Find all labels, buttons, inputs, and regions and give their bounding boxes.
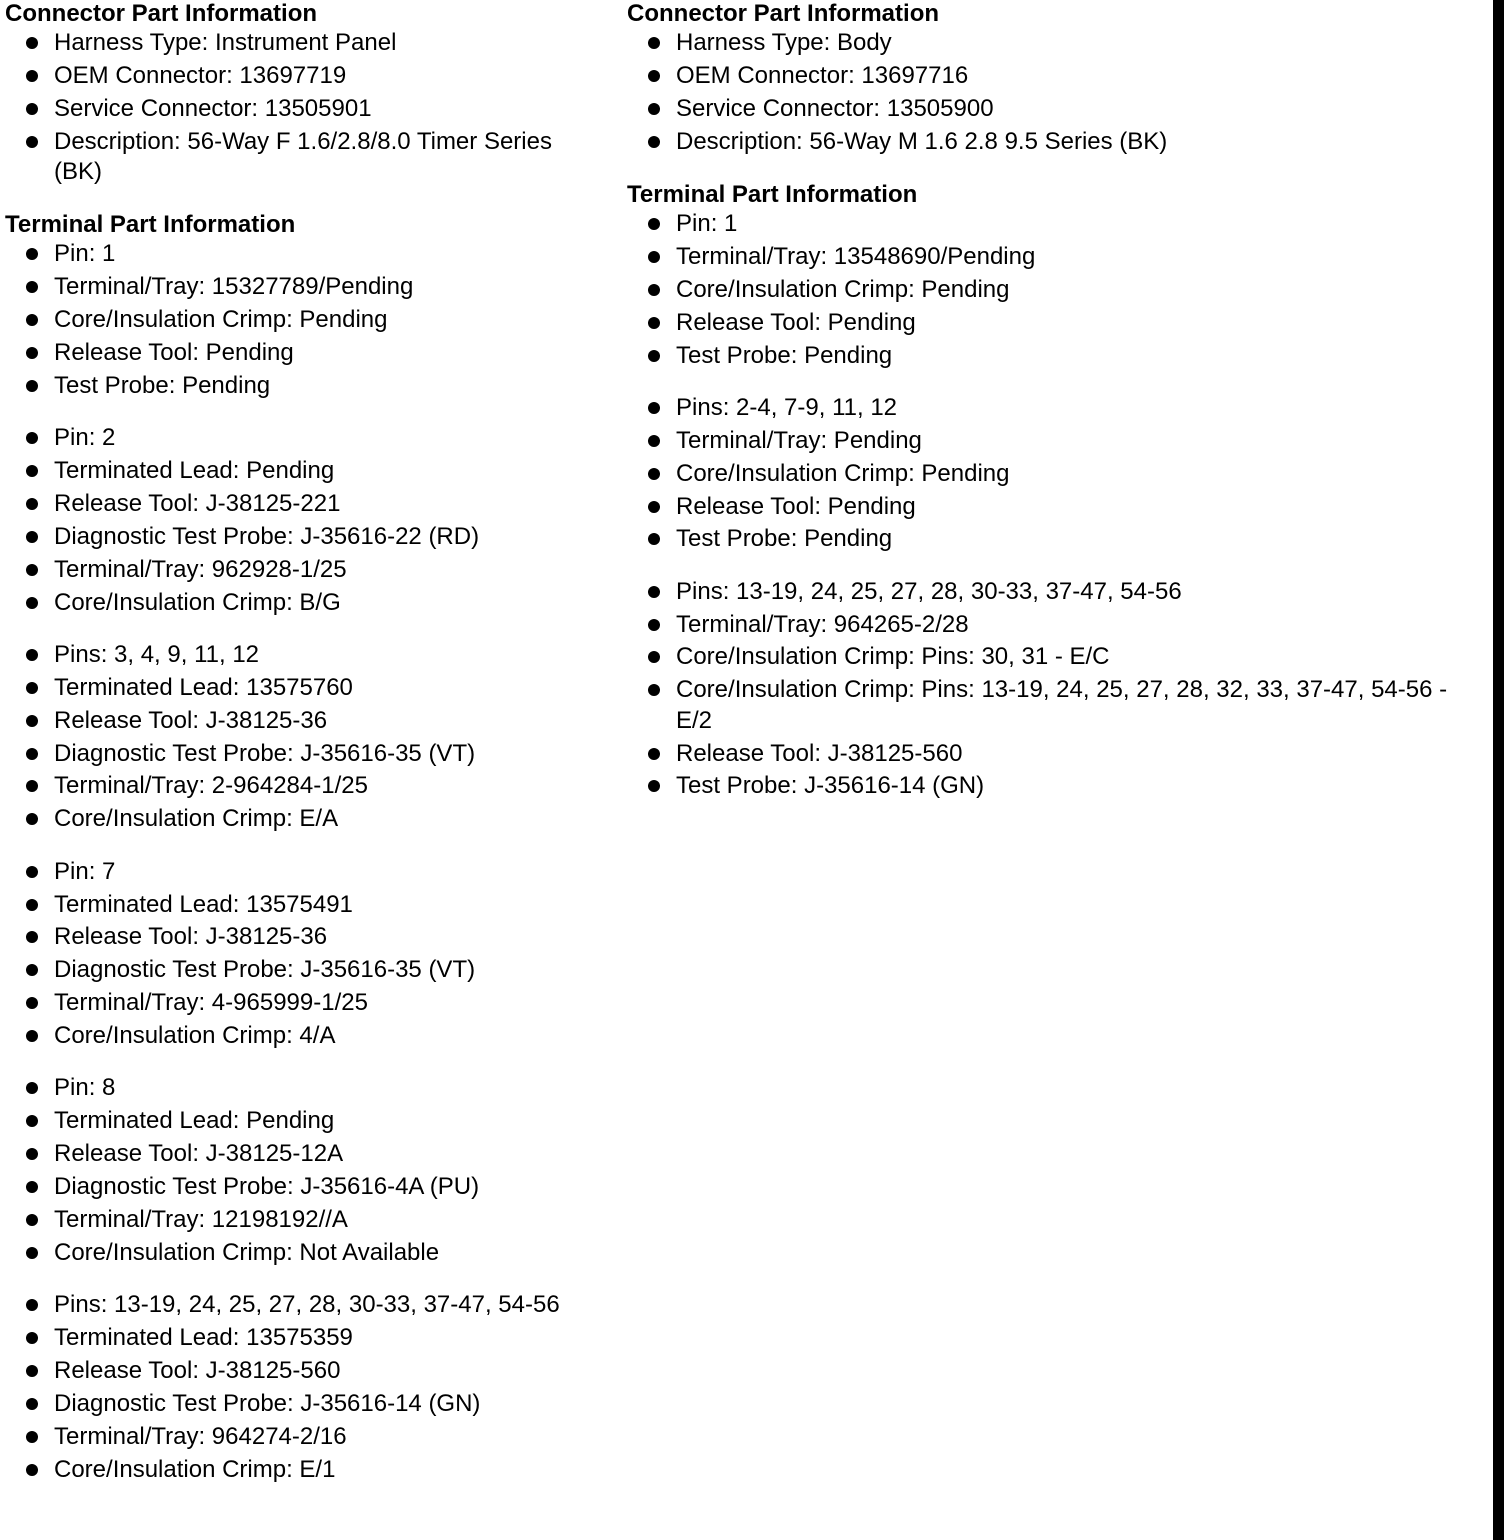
bullet-icon <box>26 136 38 148</box>
list-item <box>5 804 605 834</box>
terminal-group <box>5 1073 605 1268</box>
bullet-icon <box>26 682 38 694</box>
list-item-text: Terminal/Tray: 12198192//A <box>54 1205 348 1233</box>
list-item <box>5 1073 605 1103</box>
right-edge-bar <box>1493 0 1504 1540</box>
bullet-icon <box>648 251 660 263</box>
list-item-text: Release Tool: J-38125-560 <box>54 1356 341 1384</box>
terminal-part-heading: Terminal Part Information <box>5 211 296 239</box>
bullet-icon <box>648 586 660 598</box>
bullet-icon <box>648 317 660 329</box>
bullet-icon <box>648 103 660 115</box>
bullet-icon <box>26 564 38 576</box>
list-item <box>5 857 605 887</box>
bullet-icon <box>26 1030 38 1042</box>
list-item <box>627 610 1489 640</box>
list-item-text: Release Tool: J-38125-221 <box>54 489 341 517</box>
bullet-icon <box>26 1299 38 1311</box>
bullet-icon <box>648 402 660 414</box>
list-item <box>627 61 1489 91</box>
list-item <box>5 239 605 269</box>
list-item <box>627 275 1489 305</box>
list-item-text: Core/Insulation Crimp: E/1 <box>54 1455 336 1483</box>
bullet-icon <box>648 684 660 696</box>
list-item-text: Pins: 13-19, 24, 25, 27, 28, 30-33, 37-47, 54-56 <box>54 1291 560 1319</box>
list-item <box>627 675 1489 736</box>
list-item <box>5 955 605 985</box>
bullet-icon <box>648 619 660 631</box>
list-item <box>5 423 605 453</box>
terminal-group <box>627 209 1489 371</box>
bullet-icon <box>26 70 38 82</box>
list-item-text: Pins: 13-19, 24, 25, 27, 28, 30-33, 37-47, 54-56 <box>676 577 1182 605</box>
list-item <box>5 456 605 486</box>
bullet-icon <box>26 597 38 609</box>
list-item <box>627 94 1489 124</box>
bullet-icon <box>648 70 660 82</box>
list-item-text: Terminal/Tray: 13548690/Pending <box>676 242 1036 270</box>
list-item-text: Description: 56-Way M 1.6 2.8 9.5 Series (BK) <box>676 127 1168 155</box>
list-item-text: Core/Insulation Crimp: Pins: 13-19, 24, 25, 27, 28, 32, 33, 37-47, 54-56 - E/2 <box>676 676 1448 734</box>
list-item <box>627 524 1489 554</box>
list-item <box>627 771 1489 801</box>
bullet-icon <box>26 1115 38 1127</box>
connector-part-heading: Connector Part Information <box>627 0 940 27</box>
list-item <box>5 640 605 670</box>
list-item-text: Terminal/Tray: 4-965999-1/25 <box>54 989 368 1017</box>
list-item <box>627 459 1489 489</box>
left-connector-column <box>5 0 605 1487</box>
list-item <box>5 127 605 188</box>
list-item-text: Core/Insulation Crimp: Not Available <box>54 1238 440 1266</box>
list-item <box>627 209 1489 239</box>
list-item-text: Diagnostic Test Probe: J-35616-14 (GN) <box>54 1389 481 1417</box>
list-item-text: Pin: 7 <box>54 857 116 885</box>
list-item-text: OEM Connector: 13697716 <box>676 61 969 89</box>
list-item-text: Core/Insulation Crimp: Pins: 30, 31 - E/C <box>676 643 1110 671</box>
list-item-text: Terminated Lead: 13575760 <box>54 673 353 701</box>
list-item-text: Harness Type: Instrument Panel <box>54 29 397 56</box>
connector-part-heading: Connector Part Information <box>5 0 318 27</box>
list-item-text: Description: 56-Way F 1.6/2.8/8.0 Timer Series (BK) <box>54 127 552 185</box>
bullet-icon <box>26 37 38 49</box>
list-item-text: Test Probe: Pending <box>54 371 271 399</box>
list-item-text: Core/Insulation Crimp: Pending <box>676 275 1010 303</box>
list-item-text: Test Probe: Pending <box>676 341 893 369</box>
bullet-icon <box>648 37 660 49</box>
right-connector-column <box>627 0 1489 804</box>
bullet-icon <box>26 1398 38 1410</box>
list-item <box>5 1323 605 1353</box>
list-item-text: Pins: 3, 4, 9, 11, 12 <box>54 640 260 668</box>
list-item <box>5 1356 605 1386</box>
list-item <box>5 1455 605 1485</box>
list-item <box>5 1389 605 1419</box>
bullet-icon <box>648 136 660 148</box>
bullet-icon <box>26 432 38 444</box>
list-item-text: Diagnostic Test Probe: J-35616-22 (RD) <box>54 522 480 550</box>
list-item <box>627 127 1489 157</box>
bullet-icon <box>648 748 660 760</box>
list-item-text: Terminated Lead: Pending <box>54 457 335 485</box>
terminal-groups <box>627 209 1489 802</box>
bullet-icon <box>26 1365 38 1377</box>
list-item <box>5 305 605 335</box>
list-item <box>5 28 605 58</box>
list-item <box>5 706 605 736</box>
bullet-icon <box>26 1148 38 1160</box>
list-item <box>627 341 1489 371</box>
list-item <box>5 1422 605 1452</box>
list-item-text: Pin: 1 <box>676 209 738 237</box>
bullet-icon <box>26 964 38 976</box>
list-item <box>5 1021 605 1051</box>
bullet-icon <box>648 533 660 545</box>
list-item <box>627 577 1489 607</box>
list-item-text: Release Tool: J-38125-560 <box>676 739 963 767</box>
list-item-text: Pin: 8 <box>54 1074 116 1102</box>
bullet-icon <box>26 465 38 477</box>
list-item-text: Terminal/Tray: 2-964284-1/25 <box>54 772 368 800</box>
bullet-icon <box>26 498 38 510</box>
bullet-icon <box>26 1431 38 1443</box>
list-item <box>5 890 605 920</box>
list-item-text: OEM Connector: 13697719 <box>54 61 347 89</box>
list-item <box>5 555 605 585</box>
list-item-text: Terminated Lead: Pending <box>54 1107 335 1135</box>
bullet-icon <box>26 866 38 878</box>
bullet-icon <box>26 1247 38 1259</box>
list-item <box>5 1106 605 1136</box>
list-item-text: Release Tool: J-38125-12A <box>54 1140 344 1168</box>
bullet-icon <box>26 899 38 911</box>
list-item <box>627 426 1489 456</box>
terminal-group <box>5 1290 605 1485</box>
connector-info-list <box>627 28 1489 157</box>
bullet-icon <box>648 435 660 447</box>
list-item-text: Test Probe: J-35616-14 (GN) <box>676 772 985 800</box>
list-item <box>5 1238 605 1268</box>
list-item <box>5 1205 605 1235</box>
list-item-text: Service Connector: 13505900 <box>676 94 994 122</box>
list-item-text: Core/Insulation Crimp: Pending <box>676 459 1010 487</box>
list-item <box>5 489 605 519</box>
list-item-text: Diagnostic Test Probe: J-35616-4A (PU) <box>54 1173 480 1201</box>
list-item <box>627 242 1489 272</box>
list-item <box>627 308 1489 338</box>
bullet-icon <box>26 531 38 543</box>
list-item <box>5 1172 605 1202</box>
bullet-icon <box>26 715 38 727</box>
list-item <box>627 739 1489 769</box>
list-item <box>627 28 1489 58</box>
list-item <box>5 1139 605 1169</box>
bullet-icon <box>26 380 38 392</box>
bullet-icon <box>26 347 38 359</box>
terminal-group <box>5 640 605 835</box>
list-item <box>5 61 605 91</box>
bullet-icon <box>648 218 660 230</box>
terminal-group <box>627 393 1489 555</box>
list-item <box>627 642 1489 672</box>
list-item-text: Release Tool: J-38125-36 <box>54 923 328 951</box>
terminal-group <box>5 423 605 618</box>
list-item-text: Diagnostic Test Probe: J-35616-35 (VT) <box>54 739 476 767</box>
bullet-icon <box>648 780 660 792</box>
list-item <box>5 522 605 552</box>
bullet-icon <box>26 248 38 260</box>
bullet-icon <box>26 649 38 661</box>
list-item <box>5 673 605 703</box>
list-item-text: Terminal/Tray: Pending <box>676 426 922 454</box>
list-item-text: Core/Insulation Crimp: Pending <box>54 306 388 334</box>
bullet-icon <box>26 813 38 825</box>
list-item-text: Core/Insulation Crimp: 4/A <box>54 1022 336 1050</box>
list-item <box>5 988 605 1018</box>
list-item-text: Release Tool: Pending <box>54 338 294 366</box>
list-item-text: Harness Type: Body <box>676 29 892 56</box>
list-item-text: Terminal/Tray: 15327789/Pending <box>54 273 414 301</box>
bullet-icon <box>26 931 38 943</box>
bullet-icon <box>26 1332 38 1344</box>
list-item-text: Core/Insulation Crimp: E/A <box>54 805 339 833</box>
list-item-text: Diagnostic Test Probe: J-35616-35 (VT) <box>54 956 476 984</box>
connector-info-list <box>5 28 605 187</box>
list-item-text: Test Probe: Pending <box>676 525 893 553</box>
bullet-icon <box>26 1464 38 1476</box>
list-item <box>5 922 605 952</box>
list-item-text: Release Tool: Pending <box>676 492 916 520</box>
list-item <box>5 739 605 769</box>
list-item-text: Service Connector: 13505901 <box>54 94 372 122</box>
list-item <box>627 393 1489 423</box>
bullet-icon <box>648 468 660 480</box>
list-item <box>5 371 605 401</box>
list-item-text: Terminated Lead: 13575359 <box>54 1324 353 1352</box>
bullet-icon <box>648 651 660 663</box>
list-item <box>5 272 605 302</box>
list-item-text: Terminal/Tray: 964274-2/16 <box>54 1422 347 1450</box>
terminal-part-heading: Terminal Part Information <box>627 180 918 208</box>
list-item-text: Pin: 1 <box>54 240 116 268</box>
terminal-group <box>5 857 605 1052</box>
bullet-icon <box>26 281 38 293</box>
bullet-icon <box>26 103 38 115</box>
list-item-text: Terminated Lead: 13575491 <box>54 890 353 918</box>
list-item <box>5 588 605 618</box>
bullet-icon <box>648 350 660 362</box>
bullet-icon <box>648 284 660 296</box>
list-item <box>5 94 605 124</box>
list-item-text: Pin: 2 <box>54 424 116 452</box>
bullet-icon <box>648 501 660 513</box>
terminal-group <box>5 239 605 401</box>
bullet-icon <box>26 1082 38 1094</box>
list-item-text: Release Tool: Pending <box>676 308 916 336</box>
bullet-icon <box>26 748 38 760</box>
list-item-text: Pins: 2-4, 7-9, 11, 12 <box>676 393 898 421</box>
list-item <box>5 1290 605 1320</box>
bullet-icon <box>26 1214 38 1226</box>
terminal-group <box>627 577 1489 802</box>
list-item-text: Terminal/Tray: 964265-2/28 <box>676 610 969 638</box>
bullet-icon <box>26 780 38 792</box>
list-item <box>627 492 1489 522</box>
list-item <box>5 771 605 801</box>
bullet-icon <box>26 314 38 326</box>
list-item-text: Release Tool: J-38125-36 <box>54 706 328 734</box>
list-item <box>5 338 605 368</box>
list-item-text: Terminal/Tray: 962928-1/25 <box>54 555 347 583</box>
list-item-text: Core/Insulation Crimp: B/G <box>54 588 341 616</box>
bullet-icon <box>26 1181 38 1193</box>
terminal-groups <box>5 239 605 1485</box>
bullet-icon <box>26 997 38 1009</box>
